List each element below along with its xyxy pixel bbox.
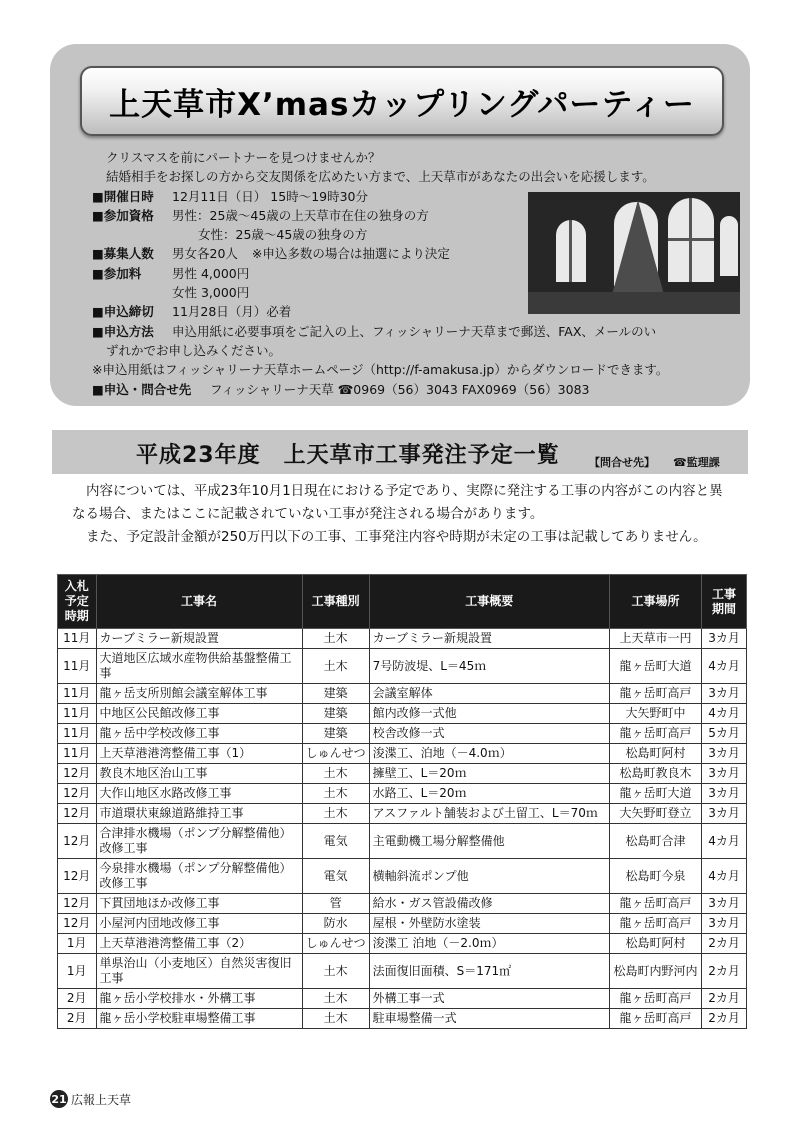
fee-label: ■参加料: [92, 265, 142, 281]
cell-summary: 横軸斜流ポンプ他: [369, 859, 609, 894]
table-row: [58, 629, 747, 649]
method-label: ■申込方法: [92, 323, 154, 339]
cell-time: 12月: [58, 859, 97, 894]
cell-time: 12月: [58, 914, 97, 934]
cell-summary: 外構工事一式: [369, 989, 609, 1009]
table-row: [58, 649, 747, 684]
cell-time: 12月: [58, 784, 97, 804]
fee-female: 女性 3,000円: [172, 285, 250, 301]
download-note: ※申込用紙はフィッシャリーナ天草ホームページ（http://f-amakusa.jp）からダウンロードできます。: [92, 362, 669, 378]
cell-place: 大矢野町登立: [609, 804, 701, 824]
cell-time: 12月: [58, 764, 97, 784]
cell-summary: 屋根・外壁防水塗装: [369, 914, 609, 934]
method-value: 申込用紙に必要事項をご記入の上、フィッシャリーナ天草まで郵送、FAX、メールのい: [172, 323, 657, 339]
publication-name: 広報上天草: [71, 1092, 132, 1107]
section-intro: [72, 480, 732, 549]
cell-place: 大矢野町中: [609, 704, 701, 724]
table-row: [58, 744, 747, 764]
cell-name: 大道地区広域水産物供給基盤整備工事: [96, 649, 302, 684]
cell-time: 12月: [58, 894, 97, 914]
event-box: [50, 44, 750, 406]
deadline-value: 11月28日（月）必着: [172, 304, 292, 320]
cell-time: 1月: [58, 934, 97, 954]
table-row: [58, 1009, 747, 1029]
cell-place: 松島町教良木: [609, 764, 701, 784]
cell-name: 龍ヶ岳中学校改修工事: [96, 724, 302, 744]
cell-time: 11月: [58, 744, 97, 764]
cell-time: 11月: [58, 629, 97, 649]
qualification-label: ■参加資格: [92, 207, 154, 223]
date-value: 12月11日（日） 15時～19時30分: [172, 188, 369, 204]
cell-name: 今泉排水機場（ポンプ分解整備他）改修工事: [96, 859, 302, 894]
table-row: [58, 804, 747, 824]
cell-period: 2カ月: [702, 989, 747, 1009]
cell-summary: 館内改修一式他: [369, 704, 609, 724]
cell-type: 電気: [302, 859, 369, 894]
cell-name: 龍ヶ岳小学校排水・外構工事: [96, 989, 302, 1009]
cell-summary: 給水・ガス管設備改修: [369, 894, 609, 914]
header-type: 工事種別: [302, 575, 369, 629]
cell-name: 龍ヶ岳支所別館会議室解体工事: [96, 684, 302, 704]
cell-name: 中地区公民館改修工事: [96, 704, 302, 724]
count-label: ■募集人数: [92, 246, 154, 262]
table-row: [58, 934, 747, 954]
table-row: [58, 784, 747, 804]
table-row: [58, 764, 747, 784]
section-contact-label: 【問合せ先】: [589, 456, 655, 469]
cell-period: 5カ月: [702, 724, 747, 744]
cell-period: 3カ月: [702, 629, 747, 649]
cell-summary: 浚渫工、泊地（－4.0ｍ）: [369, 744, 609, 764]
cell-name: 上天草港港湾整備工事（2）: [96, 934, 302, 954]
cell-summary: カーブミラー新規設置: [369, 629, 609, 649]
cell-name: 市道環状東線道路維持工事: [96, 804, 302, 824]
section-contact-value: ☎監理課: [673, 456, 720, 469]
header-place: 工事場所: [609, 575, 701, 629]
cell-summary: 水路工、L＝20ｍ: [369, 784, 609, 804]
cell-period: 4カ月: [702, 704, 747, 724]
table-row: [58, 704, 747, 724]
cell-time: 11月: [58, 684, 97, 704]
cell-summary: 擁壁工、L＝20ｍ: [369, 764, 609, 784]
table-row: [58, 724, 747, 744]
cell-type: 土木: [302, 989, 369, 1009]
cell-type: 電気: [302, 824, 369, 859]
header-summary: 工事概要: [369, 575, 609, 629]
cell-type: 土木: [302, 784, 369, 804]
cell-period: 3カ月: [702, 894, 747, 914]
cell-period: 3カ月: [702, 684, 747, 704]
cell-name: カーブミラー新規設置: [96, 629, 302, 649]
table-row: [58, 894, 747, 914]
header-period: 工事期間: [702, 575, 747, 629]
cell-summary: 浚渫工 泊地（－2.0ｍ）: [369, 934, 609, 954]
cell-type: 管: [302, 894, 369, 914]
table-row: [58, 859, 747, 894]
cell-name: 上天草港港湾整備工事（1）: [96, 744, 302, 764]
cell-place: 松島町今泉: [609, 859, 701, 894]
section-title: 平成23年度 上天草市工事発注予定一覧: [136, 443, 560, 468]
count-value: 男女各20人: [172, 246, 238, 262]
event-title-bar: [80, 66, 724, 136]
cell-place: 龍ヶ岳町大道: [609, 784, 701, 804]
cell-place: 龍ヶ岳町高戸: [609, 894, 701, 914]
table-row: [58, 684, 747, 704]
table-row: [58, 824, 747, 859]
cell-summary: 駐車場整備一式: [369, 1009, 609, 1029]
cell-name: 龍ヶ岳小学校駐車場整備工事: [96, 1009, 302, 1029]
contact-label: ■申込・問合せ先: [92, 381, 192, 397]
section-intro-1: 内容については、平成23年10月1日現在における予定であり、実際に発注する工事の内容がこの内容と異なる場合、またはここに記載されていない工事が発注される場合があります。: [72, 483, 723, 522]
cell-time: 11月: [58, 724, 97, 744]
cell-place: 龍ヶ岳町高戸: [609, 724, 701, 744]
cell-period: 3カ月: [702, 804, 747, 824]
event-intro-1: クリスマスを前にパートナーを見つけませんか？: [106, 150, 381, 165]
cell-place: 松島町内野河内: [609, 954, 701, 989]
cell-summary: 校舎改修一式: [369, 724, 609, 744]
cell-place: 松島町合津: [609, 824, 701, 859]
table-row: [58, 954, 747, 989]
cell-place: 龍ヶ岳町高戸: [609, 684, 701, 704]
cell-time: 2月: [58, 989, 97, 1009]
cell-period: 4カ月: [702, 824, 747, 859]
cell-period: 2カ月: [702, 954, 747, 989]
cell-time: 11月: [58, 704, 97, 724]
fee-male: 男性 4,000円: [172, 265, 250, 281]
event-intro-2: 結婚相手をお探しの方から交友関係を広めたい方まで、上天草市があなたの出会いを応援します。: [106, 169, 655, 185]
cell-place: 松島町阿村: [609, 744, 701, 764]
cell-type: 建築: [302, 724, 369, 744]
cell-period: 3カ月: [702, 764, 747, 784]
cell-type: しゅんせつ: [302, 744, 369, 764]
cell-name: 合津排水機場（ポンプ分解整備他）改修工事: [96, 824, 302, 859]
cell-name: 下貫団地ほか改修工事: [96, 894, 302, 914]
cell-type: 建築: [302, 684, 369, 704]
cell-summary: 法面復旧面積、S＝171㎡: [369, 954, 609, 989]
cell-summary: 7号防波堤、L＝45ｍ: [369, 649, 609, 684]
cell-place: 龍ヶ岳町高戸: [609, 989, 701, 1009]
cell-time: 11月: [58, 649, 97, 684]
cell-time: 2月: [58, 1009, 97, 1029]
cell-place: 松島町阿村: [609, 934, 701, 954]
cell-type: 土木: [302, 629, 369, 649]
date-label: ■開催日時: [92, 188, 154, 204]
section-contact: [589, 454, 738, 470]
deadline-label: ■申込締切: [92, 304, 154, 320]
cell-type: しゅんせつ: [302, 934, 369, 954]
qualification-female: 女性：25歳～45歳の独身の方: [198, 227, 368, 243]
qualification-male: 男性：25歳～45歳の上天草市在住の独身の方: [172, 207, 429, 223]
cell-summary: アスファルト舗装および土留工、L＝70ｍ: [369, 804, 609, 824]
section-intro-2: また、予定設計金額が250万円以下の工事、工事発注内容や時期が未定の工事は記載してありません。: [86, 529, 707, 545]
cell-name: 大作山地区水路改修工事: [96, 784, 302, 804]
method-value-2: ずれかでお申し込みください。: [106, 342, 282, 358]
cell-type: 土木: [302, 649, 369, 684]
cell-period: 3カ月: [702, 744, 747, 764]
page-footer: [50, 1090, 131, 1108]
header-name: 工事名: [96, 575, 302, 629]
cell-period: 3カ月: [702, 914, 747, 934]
cell-period: 2カ月: [702, 934, 747, 954]
page-number: 21: [50, 1090, 68, 1108]
cell-summary: 会議室解体: [369, 684, 609, 704]
cell-type: 土木: [302, 764, 369, 784]
cell-time: 12月: [58, 804, 97, 824]
cell-place: 上天草市一円: [609, 629, 701, 649]
cell-name: 小屋河内団地改修工事: [96, 914, 302, 934]
table-row: [58, 989, 747, 1009]
cell-time: 1月: [58, 954, 97, 989]
cell-summary: 主電動機工場分解整備他: [369, 824, 609, 859]
cell-name: 単県治山（小麦地区）自然災害復旧工事: [96, 954, 302, 989]
cell-place: 龍ヶ岳町大道: [609, 649, 701, 684]
cell-type: 建築: [302, 704, 369, 724]
cell-period: 4カ月: [702, 649, 747, 684]
cell-type: 土木: [302, 954, 369, 989]
header-time: 入札予定時期: [58, 575, 97, 629]
cell-time: 12月: [58, 824, 97, 859]
works-table: [57, 574, 747, 1029]
cell-type: 土木: [302, 804, 369, 824]
table-row: [58, 914, 747, 934]
cell-name: 教良木地区治山工事: [96, 764, 302, 784]
cell-type: 土木: [302, 1009, 369, 1029]
cell-type: 防水: [302, 914, 369, 934]
cell-place: 龍ヶ岳町高戸: [609, 914, 701, 934]
cell-period: 2カ月: [702, 1009, 747, 1029]
event-title: 上天草市X’masカップリングパーティー: [109, 86, 695, 123]
count-note: ※申込多数の場合は抽選により決定: [251, 246, 450, 262]
cell-period: 4カ月: [702, 859, 747, 894]
cell-period: 3カ月: [702, 784, 747, 804]
cell-place: 龍ヶ岳町高戸: [609, 1009, 701, 1029]
contact-value: フィッシャリーナ天草 ☎0969（56）3043 FAX0969（56）3083: [210, 381, 590, 397]
